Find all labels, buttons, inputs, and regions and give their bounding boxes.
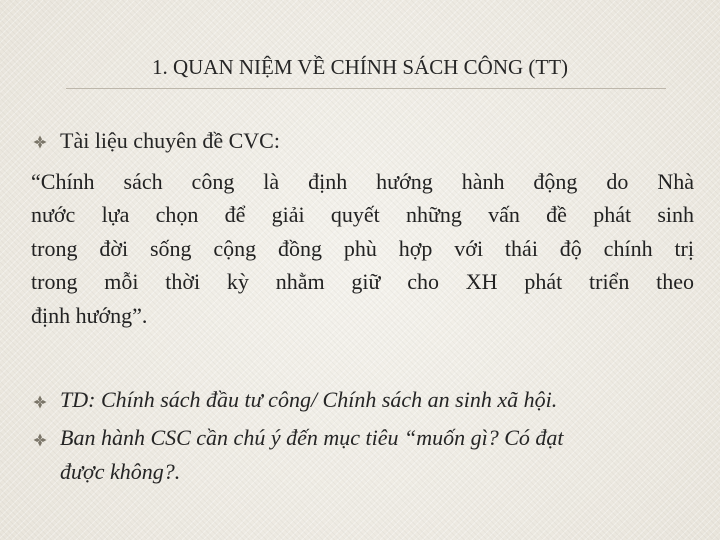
bullet-text-example: TD: Chính sách đầu tư công/ Chính sách an sinh xã hội.: [60, 387, 558, 412]
quote-line: định hướng”.: [31, 302, 148, 328]
diamond-bullet-icon: [33, 135, 47, 149]
quote-line: trong đời sống cộng đồng phù hợp với thái độ chính trị: [31, 235, 694, 261]
diamond-bullet-icon: [33, 395, 47, 409]
title-divider: [66, 88, 666, 89]
diamond-bullet-icon: [33, 433, 47, 447]
bullet-text-objective-cont: được không?.: [60, 459, 181, 484]
bullet-text-objective: Ban hành CSC cần chú ý đến mục tiêu “muốn gì? Có đạt: [60, 425, 564, 450]
bullet-text-source: Tài liệu chuyên đề CVC:: [60, 128, 280, 153]
quote-line: “Chính sách công là định hướng hành động do Nhà: [31, 169, 694, 194]
definition-quote: [31, 165, 694, 332]
page-title: 1. QUAN NIỆM VỀ CHÍNH SÁCH CÔNG (TT): [151, 55, 569, 79]
quote-line: nước lựa chọn để giải quyết những vấn đề phát sinh: [31, 202, 694, 228]
quote-line: trong mỗi thời kỳ nhằm giữ cho XH phát triển theo: [31, 269, 694, 295]
